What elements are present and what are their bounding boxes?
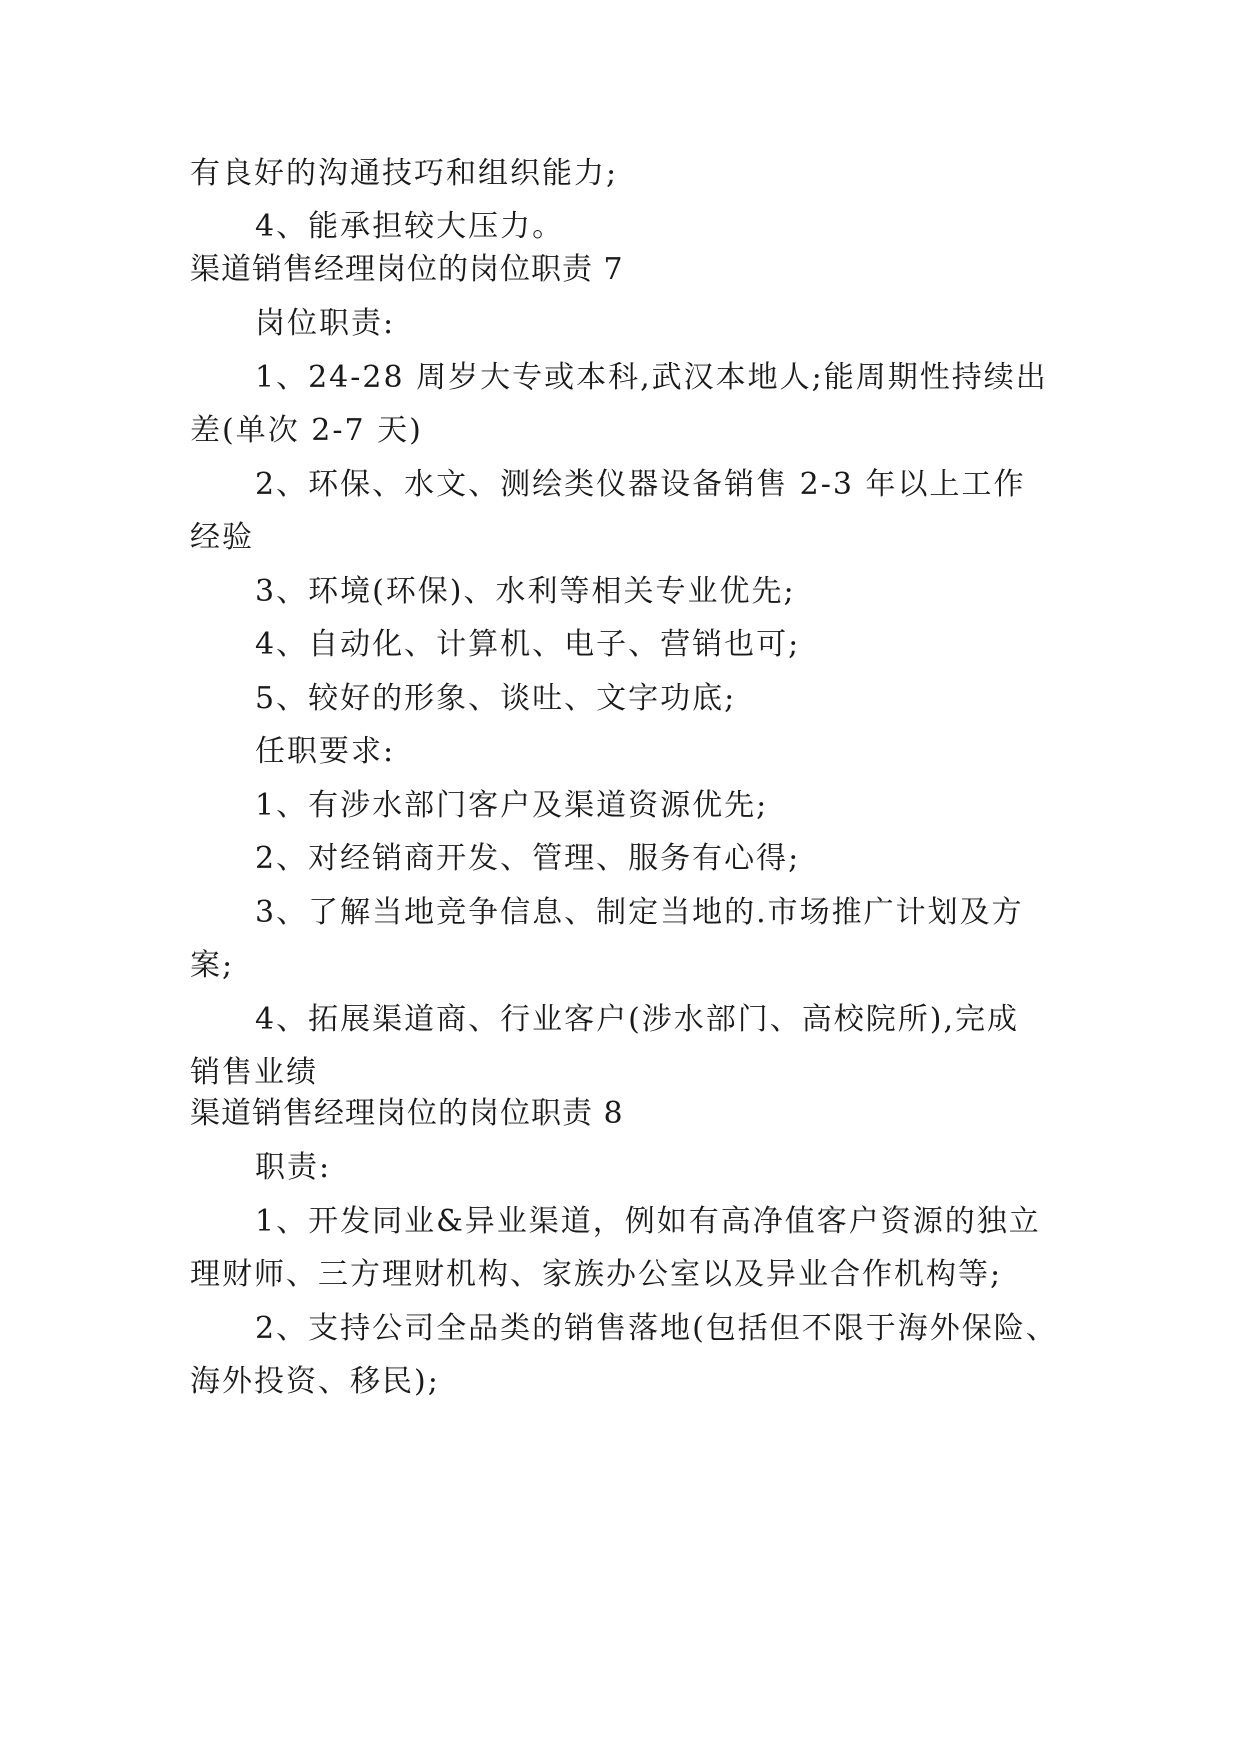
section-heading: 渠道销售经理岗位的岗位职责 8 (190, 1096, 624, 1131)
list-item: 4、能承担较大压力。 (255, 209, 565, 244)
subsection-label: 岗位职责: (255, 306, 396, 341)
subsection-label: 任职要求: (255, 734, 396, 769)
list-item: 1、开发同业&异业渠道，例如有高净值客户资源的独立 (255, 1204, 1041, 1239)
list-item-continuation: 差(单次 2-7 天) (190, 413, 423, 448)
list-item-continuation: 理财师、三方理财机构、家族办公室以及异业合作机构等; (190, 1257, 1003, 1292)
list-item: 2、对经销商开发、管理、服务有心得; (255, 841, 801, 876)
list-item: 2、环保、水文、测绘类仪器设备销售 2-3 年以上工作 (255, 467, 1026, 502)
list-item: 2、支持公司全品类的销售落地(包括但不限于海外保险、 (255, 1311, 1058, 1346)
list-item-continuation: 销售业绩 (190, 1055, 318, 1090)
list-item: 3、了解当地竞争信息、制定当地的.市场推广计划及方 (255, 895, 1024, 930)
list-item: 1、24-28 周岁大专或本科,武汉本地人;能周期性持续出 (255, 360, 1048, 395)
list-item: 4、自动化、计算机、电子、营销也可; (255, 627, 801, 662)
list-item-continuation: 海外投资、移民); (190, 1364, 440, 1399)
list-item-continuation: 案; (190, 948, 235, 983)
body-text-line: 有良好的沟通技巧和组织能力; (190, 156, 619, 191)
list-item: 4、拓展渠道商、行业客户(涉水部门、高校院所),完成 (255, 1002, 1020, 1037)
list-item: 3、环境(环保)、水利等相关专业优先; (255, 574, 796, 609)
list-item: 5、较好的形象、谈吐、文字功底; (255, 681, 737, 716)
section-heading: 渠道销售经理岗位的岗位职责 7 (190, 252, 624, 287)
list-item: 1、有涉水部门客户及渠道资源优先; (255, 788, 769, 823)
list-item-continuation: 经验 (190, 520, 254, 555)
subsection-label: 职责: (255, 1150, 332, 1185)
